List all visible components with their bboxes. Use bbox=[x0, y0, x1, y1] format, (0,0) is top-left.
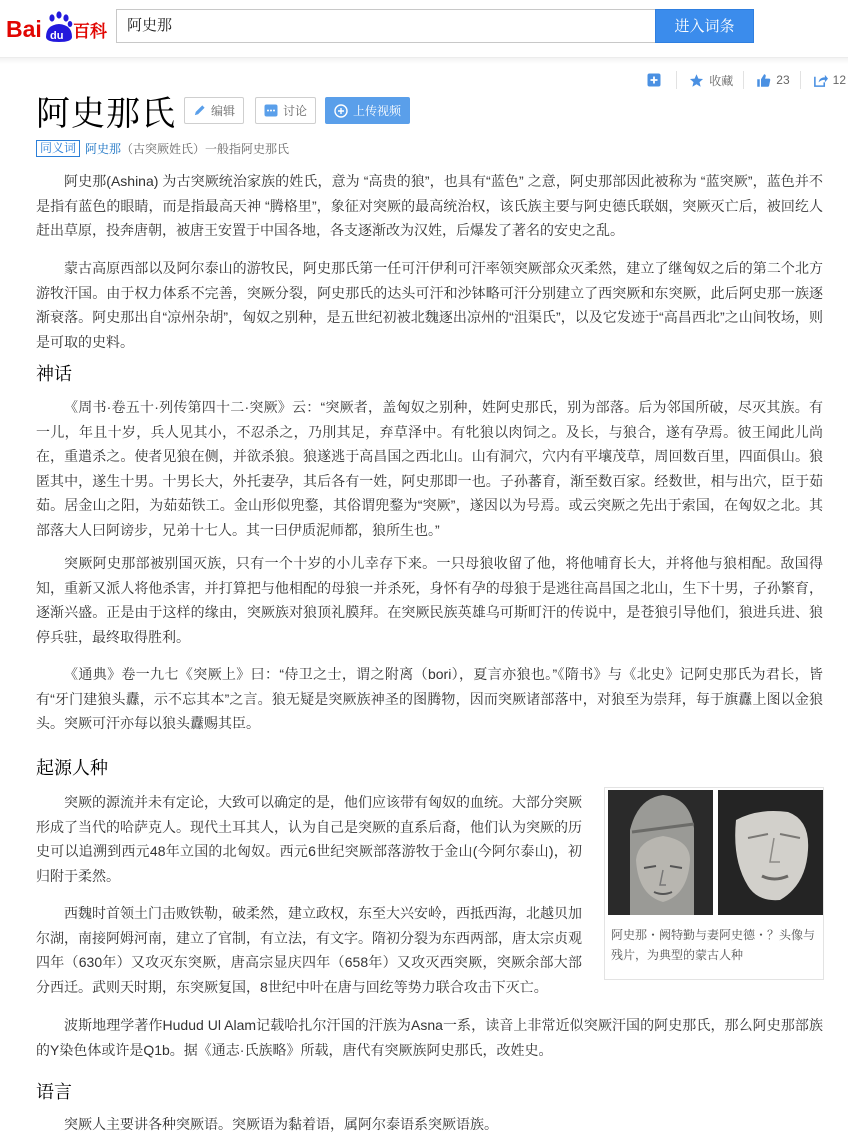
divider bbox=[676, 71, 677, 89]
search-input[interactable]: 阿史那 bbox=[116, 9, 656, 43]
entry-actions bbox=[635, 68, 848, 92]
logo-baike-text: 百科 bbox=[73, 22, 107, 42]
add-button[interactable] bbox=[647, 69, 666, 91]
page-title: 阿史那氏 bbox=[36, 94, 176, 134]
myth-paragraph-1: 《周书·卷五十·列传第四十二·突厥》云：“突厥者，盖匈奴之别种，姓阿史那氏，别为部落。后为邻国所破，尽灭其族。有一儿，年且十岁，兵人见其小，不忍杀之，乃刖其足，弃草泽中。有牝狼以肉饲之。及长，与狼合，遂有孕焉。彼王闻此儿尚在，重遣杀之。使者见狼在侧，并欲杀狼。狼遂逃于高昌国之西北山。山有洞穴，穴内有平壤茂草，周回数百里，四面俱山。狼匿其中，遂生十男。十男长大，外托妻孕，其后各有一姓，阿史那即一也。子孙蕃育，渐至数百家。经数世，相与出穴，臣于茹茹。居金山之阳，为茹茹铁工。金山形似兜鍪，其俗谓兜鍪为“突厥”，遂因以为号焉。或云突厥之先出于索国，在匈奴之北。其部落大人曰阿谤步，兄弟十七人。其一曰伊质泥师都，狼所生也。” bbox=[36, 399, 823, 538]
myth-paragraph-3: 《通典》卷一九七《突厥上》曰：“侍卫之士，谓之附离（bori），夏言亦狼也。”《隋书》与《北史》记阿史那氏为君长，皆有“牙门建狼头纛，示不忘其本”之言。狼无疑是突厥族神圣的图腾物，因而突厥诸部落中，对狼至为崇拜，每于旗纛上图以金狼头。突厥可汗亦每以狼头纛赐其臣。 bbox=[36, 666, 823, 731]
plus-circle-icon bbox=[334, 104, 348, 118]
collect-label: 收藏 bbox=[709, 73, 734, 88]
section-title-language: 语言 bbox=[36, 1082, 72, 1102]
enter-entry-button[interactable]: 进入词条 bbox=[655, 9, 754, 43]
figure-box[interactable] bbox=[604, 787, 824, 980]
top-header bbox=[0, 0, 848, 56]
divider bbox=[743, 71, 744, 89]
language-paragraph-1: 突厥人主要讲各种突厥语。突厥语为黏着语，属阿尔泰语系突厥语族。 bbox=[64, 1116, 498, 1132]
synonym-tag: 同义词 bbox=[36, 140, 80, 157]
svg-text:Bai: Bai bbox=[6, 16, 42, 42]
origin-paragraph-2: 西魏时首领土门击败铁勒，破柔然，建立政权，东至大兴安岭，西抵西海，北越贝加尔湖，南接阿姆河南，建立了官制，有立法，有文字。隋初分裂为东西两部，唐太宗贞观四年（630年）又攻灭东突厥，唐高宗显庆四年（658年）又攻灭西突厥，突厥余部大部分西迁。武则天时期，东突厥复国，8世纪中叶在唐与回纥等势力联合攻击下灭亡。 bbox=[36, 905, 582, 995]
figure-caption: 阿史那・阙特勤与妻阿史德・？头像与残片，为典型的蒙古人种 bbox=[611, 928, 816, 962]
discuss-label: 讨论 bbox=[283, 104, 308, 118]
chat-bubble-icon bbox=[264, 104, 278, 117]
divider bbox=[800, 71, 801, 89]
origin-paragraph-1: 突厥的源流并未有定论，大致可以确定的是，他们应该带有匈奴的血统。大部分突厥形成了当代的哈萨克人。现代土耳其人，认为自己是突厥的直系后裔，他们认为突厥的历史可以追溯到西元48年立国的北匈奴。西元6世纪突厥部落游牧于金山(今阿尔泰山)，初归附于柔然。 bbox=[36, 794, 582, 884]
discuss-button[interactable] bbox=[255, 97, 316, 124]
synonym-line bbox=[36, 140, 289, 157]
upload-video-button[interactable] bbox=[325, 97, 410, 124]
head-sculpture-image[interactable] bbox=[608, 790, 713, 915]
like-count: 23 bbox=[776, 73, 790, 87]
plus-square-icon bbox=[647, 73, 661, 87]
myth-paragraph-2: 突厥阿史那部被别国灭族，只有一个十岁的小儿幸存下来。一只母狼收留了他，将他哺育长大，并将他与狼相配。敌国得知，重新又派人将他杀害，并打算把与他相配的母狼一并杀死，身怀有孕的母狼于是逃往高昌国之北山，生下十男，子孙繁育，逐渐兴盛。正是由于这样的缘由，突厥族对狼顶礼膜拜。在突厥民族英雄乌可斯町汗的传说中，是苍狼引导他们，狼进兵进、狼停兵驻，最终取得胜利。 bbox=[36, 555, 823, 645]
share-count: 12 bbox=[832, 73, 846, 87]
header-shadow bbox=[0, 58, 848, 64]
edit-label: 编辑 bbox=[211, 104, 236, 118]
intro-paragraph-2: 蒙古高原西部以及阿尔泰山的游牧民，阿史那氏第一任可汗伊利可汗率领突厥部众灭柔然，建立了继匈奴之后的第二个北方游牧汗国。由于权力体系不完善，突厥分裂，阿史那氏的达头可汗和沙钵略可汗分别建立了西突厥和东突厥，此后阿史那一族逐渐衰落。阿史那出自“凉州杂胡”，匈奴之别种，是五世纪初被北魏逐出凉州的“沮渠氏”，以及它发迹于“高昌西北”之山间牧场，则是可取的史料。 bbox=[36, 260, 823, 350]
synonym-link[interactable]: 阿史那 bbox=[85, 142, 122, 156]
like-button[interactable] bbox=[756, 69, 789, 91]
share-icon bbox=[813, 73, 828, 88]
face-fragment-image[interactable] bbox=[718, 790, 823, 915]
svg-text:du: du bbox=[50, 30, 64, 42]
share-button[interactable] bbox=[813, 69, 846, 91]
thumbs-up-icon bbox=[756, 73, 771, 88]
intro-paragraph-1: 阿史那(Ashina) 为古突厥统治家族的姓氏，意为 “高贵的狼”，也具有“蓝色” 之意，阿史那部因此被称为 “蓝突厥”，蓝色并不是指有蓝色的眼睛，而是指最高天神 “腾格里”，象征对突厥的最高统治权，该氏族主要与阿史德氏联姻，突厥灭亡后，被回纥人赶出草原，投奔唐朝，被唐王安置于中国各地，各支逐渐改为汉姓，后爆发了著名的安史之乱。 bbox=[36, 173, 823, 238]
pencil-icon bbox=[193, 104, 206, 117]
upload-label: 上传视频 bbox=[353, 104, 402, 118]
edit-button[interactable] bbox=[184, 97, 244, 124]
collect-button[interactable] bbox=[689, 69, 733, 91]
origin-paragraph-3: 波斯地理学著作Hudud Ul Alam记载哈扎尔汗国的汗族为Asna一系，读音上非常近似突厥汗国的阿史那氏，那么阿史那部族的Y染色体或许是Q1b。据《通志·氏族略》所载，唐代有突厥族阿史那氏，改姓史。 bbox=[36, 1017, 823, 1058]
section-title-myth: 神话 bbox=[36, 364, 72, 384]
baidu-baike-logo[interactable] bbox=[6, 10, 108, 44]
synonym-desc: （古突厥姓氏）一般指阿史那氏 bbox=[121, 142, 290, 156]
section-title-origin: 起源人种 bbox=[36, 758, 108, 778]
star-icon bbox=[689, 73, 704, 88]
